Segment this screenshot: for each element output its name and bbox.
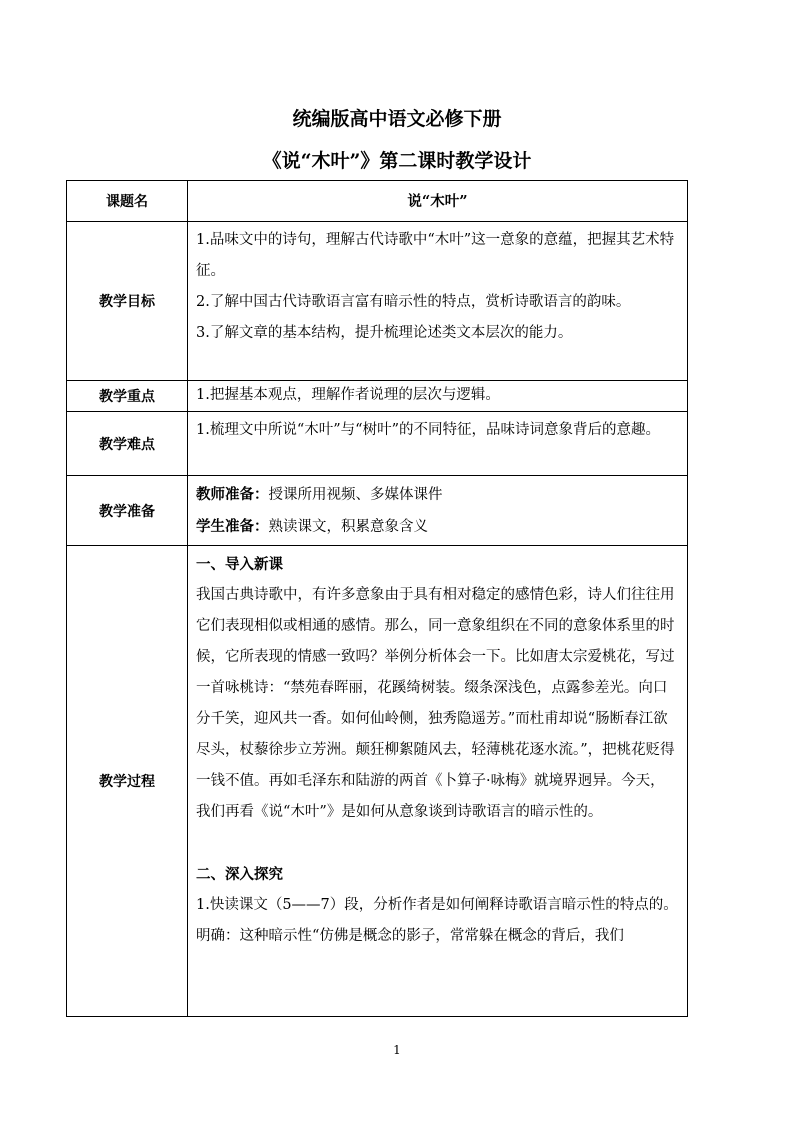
list-item bbox=[196, 479, 679, 511]
table-row bbox=[67, 412, 688, 476]
paragraph: 我国古典诗歌中，有许多意象由于具有相对稳定的感情色彩，诗人们往往用它们表现相似或相通的感情。那么，同一意象组织在不同的意象体系里的时候，它所表现的情感一致吗？举例分析体会一下。比如唐太宗爱桃花，写过一首咏桃诗：“禁苑春晖丽，花蹊绮树装。缀条深浅色，点露参差光。向口分千笑，迎风共一香。如何仙岭侧，独秀隐遥芳。”而杜甫却说“肠断春江欲尽头，杖藜徐步立芳洲。颠狂柳絮随风去，轻薄桃花逐水流。”，把桃花贬得一钱不值。再如毛泽东和陆游的两首《卜算子·咏梅》就境界迥异。今天，我们再看《说“木叶”》是如何从意象谈到诗歌语言的暗示性的。 bbox=[196, 587, 675, 820]
lesson-plan-table bbox=[66, 180, 688, 1017]
row-label: 教学目标 bbox=[67, 222, 188, 381]
row-label: 教学准备 bbox=[67, 476, 188, 546]
spacer bbox=[196, 828, 679, 859]
table-row bbox=[67, 381, 688, 412]
row-label: 教学过程 bbox=[67, 546, 188, 1017]
teacher-prep-text: 授课所用视频、多媒体课件 bbox=[268, 487, 443, 503]
list-item bbox=[196, 511, 679, 543]
row-label: 教学重点 bbox=[67, 381, 188, 412]
table-row bbox=[67, 546, 688, 1017]
row-label: 教学难点 bbox=[67, 412, 188, 476]
row-content bbox=[188, 476, 688, 546]
table-row bbox=[67, 181, 688, 222]
table-row bbox=[67, 476, 688, 546]
list-item: 3.了解文章的基本结构，提升梳理论述类文本层次的能力。 bbox=[196, 325, 573, 341]
page-number: 1 bbox=[393, 1043, 401, 1057]
list-item: 1.快读课文（5——7）段，分析作者是如何阐释诗歌语言暗示性的特点的。 bbox=[196, 897, 678, 913]
row-content bbox=[188, 546, 688, 1017]
list-item: 2.了解中国古代诗歌语言富有暗示性的特点，赏析诗歌语言的韵味。 bbox=[196, 294, 631, 310]
lesson-topic: 说“木叶” bbox=[188, 181, 688, 222]
student-prep-label: 学生准备： bbox=[196, 518, 269, 535]
row-content bbox=[188, 381, 688, 412]
list-item: 1.品味文中的诗句，理解古代诗歌中“木叶”这一意象的意蕴，把握其艺术特征。 bbox=[196, 232, 675, 279]
teacher-prep-label: 教师准备： bbox=[196, 486, 269, 503]
paragraph: 明确：这种暗示性“仿佛是概念的影子，常常躲在概念的背后，我们 bbox=[196, 928, 624, 944]
document-title: 统编版高中语文必修下册 bbox=[292, 108, 502, 130]
row-label: 课题名 bbox=[67, 181, 188, 222]
table-row bbox=[67, 222, 688, 381]
student-prep-text: 熟读课文，积累意象含义 bbox=[268, 519, 428, 535]
row-content bbox=[188, 412, 688, 476]
section-heading: 一、导入新课 bbox=[196, 556, 283, 573]
list-item: 1.把握基本观点，理解作者说理的层次与逻辑。 bbox=[196, 387, 500, 403]
list-item: 1.梳理文中所说“木叶”与“树叶”的不同特征，品味诗词意象背后的意趣。 bbox=[196, 422, 660, 438]
row-content bbox=[188, 222, 688, 381]
document-subtitle: 《说“木叶”》第二课时教学设计 bbox=[262, 150, 532, 172]
section-heading: 二、深入探究 bbox=[196, 866, 283, 883]
